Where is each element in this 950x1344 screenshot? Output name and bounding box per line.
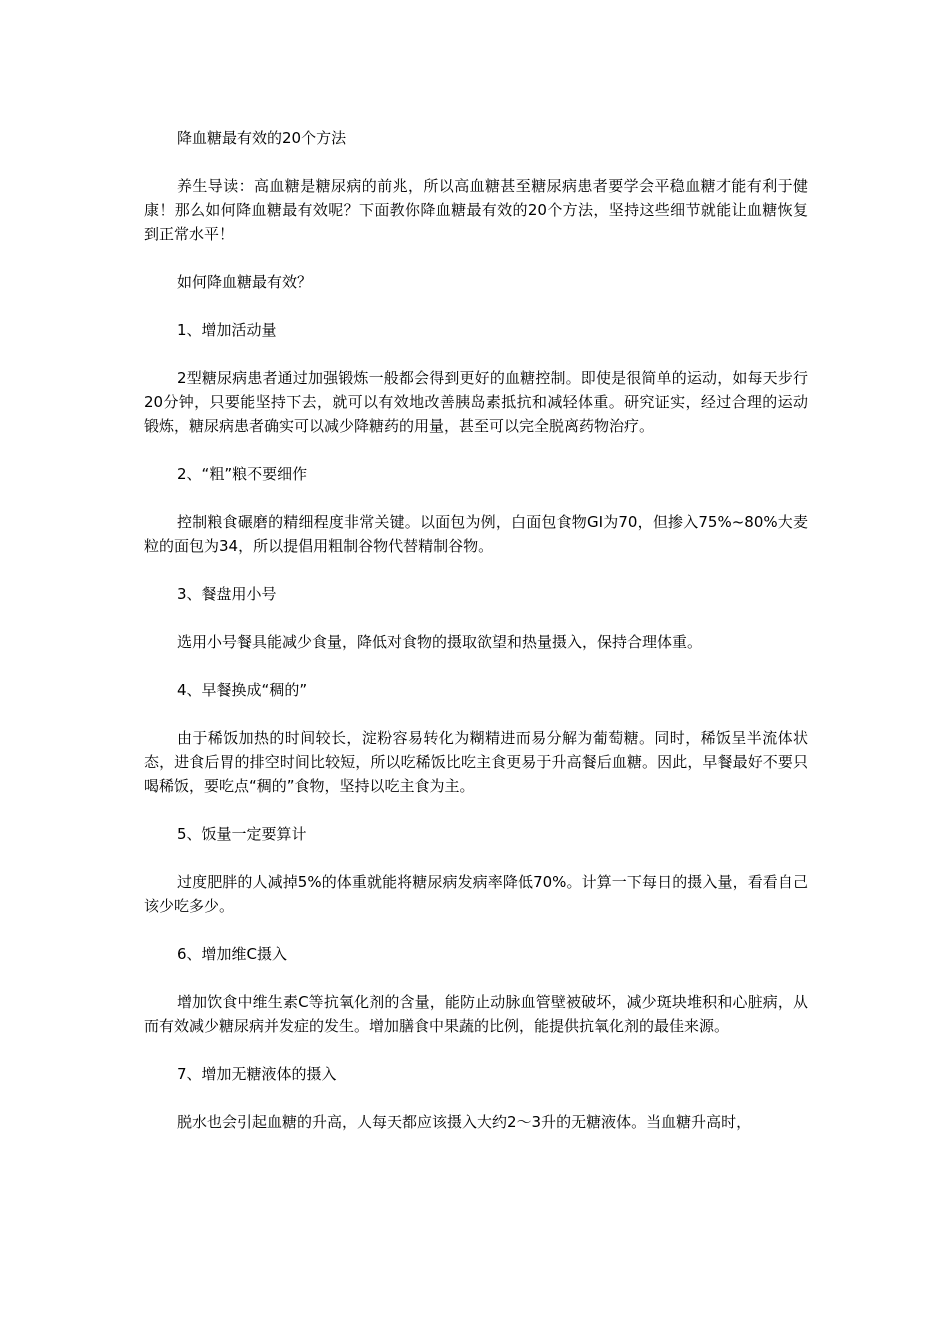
- section-heading-7: 7、增加无糖液体的摄入: [177, 1065, 337, 1083]
- section-body-4: 由于稀饭加热的时间较长，淀粉容易转化为糊精进而易分解为葡萄糖。同时，稀饭呈半流体状态，进食后胃的排空时间比较短，所以吃稀饭比吃主食更易于升高餐后血糖。因此，早餐最好不要只喝稀饭，要吃点“稠的”食物，坚持以吃主食为主。: [144, 729, 808, 795]
- section-heading-6: 6、增加维C摄入: [177, 945, 288, 963]
- document-body: [144, 126, 808, 1158]
- section-body-3: 选用小号餐具能减少食量，降低对食物的摄取欲望和热量摄入，保持合理体重。: [177, 633, 703, 651]
- section-body-6: 增加饮食中维生素C等抗氧化剂的含量，能防止动脉血管壁被破坏，减少斑块堆积和心脏病，从而有效减少糖尿病并发症的发生。增加膳食中果蔬的比例，能提供抗氧化剂的最佳来源。: [144, 993, 808, 1035]
- intro-paragraph: 养生导读：高血糖是糖尿病的前兆，所以高血糖甚至糖尿病患者要学会平稳血糖才能有利于健康！那么如何降血糖最有效呢？下面教你降血糖最有效的20个方法，坚持这些细节就能让血糖恢复到正常水平！: [144, 177, 808, 243]
- section-body-7: 脱水也会引起血糖的升高，人每天都应该摄入大约2～3升的无糖液体。当血糖升高时，: [177, 1113, 752, 1131]
- section-heading-5: 5、饭量一定要算计: [177, 825, 307, 843]
- section-heading-4: 4、早餐换成“稠的”: [177, 681, 308, 699]
- section-heading-1: 1、增加活动量: [177, 321, 277, 339]
- section-heading-3: 3、餐盘用小号: [177, 585, 277, 603]
- section-body-2: 控制粮食碾磨的精细程度非常关键。以面包为例，白面包食物GI为70，但掺入75%~80%大麦粒的面包为34，所以提倡用粗制谷物代替精制谷物。: [144, 513, 808, 555]
- section-body-1: 2型糖尿病患者通过加强锻炼一般都会得到更好的血糖控制。即使是很简单的运动，如每天步行20分钟，只要能坚持下去，就可以有效地改善胰岛素抵抗和减轻体重。研究证实，经过合理的运动锻炼，糖尿病患者确实可以减少降糖药的用量，甚至可以完全脱离药物治疗。: [144, 369, 808, 435]
- section-question: 如何降血糖最有效？: [177, 273, 313, 291]
- document-title: 降血糖最有效的20个方法: [177, 129, 347, 147]
- section-heading-2: 2、“粗”粮不要细作: [177, 465, 308, 483]
- section-body-5: 过度肥胖的人减掉5%的体重就能将糖尿病发病率降低70%。计算一下每日的摄入量，看看自己该少吃多少。: [144, 873, 808, 915]
